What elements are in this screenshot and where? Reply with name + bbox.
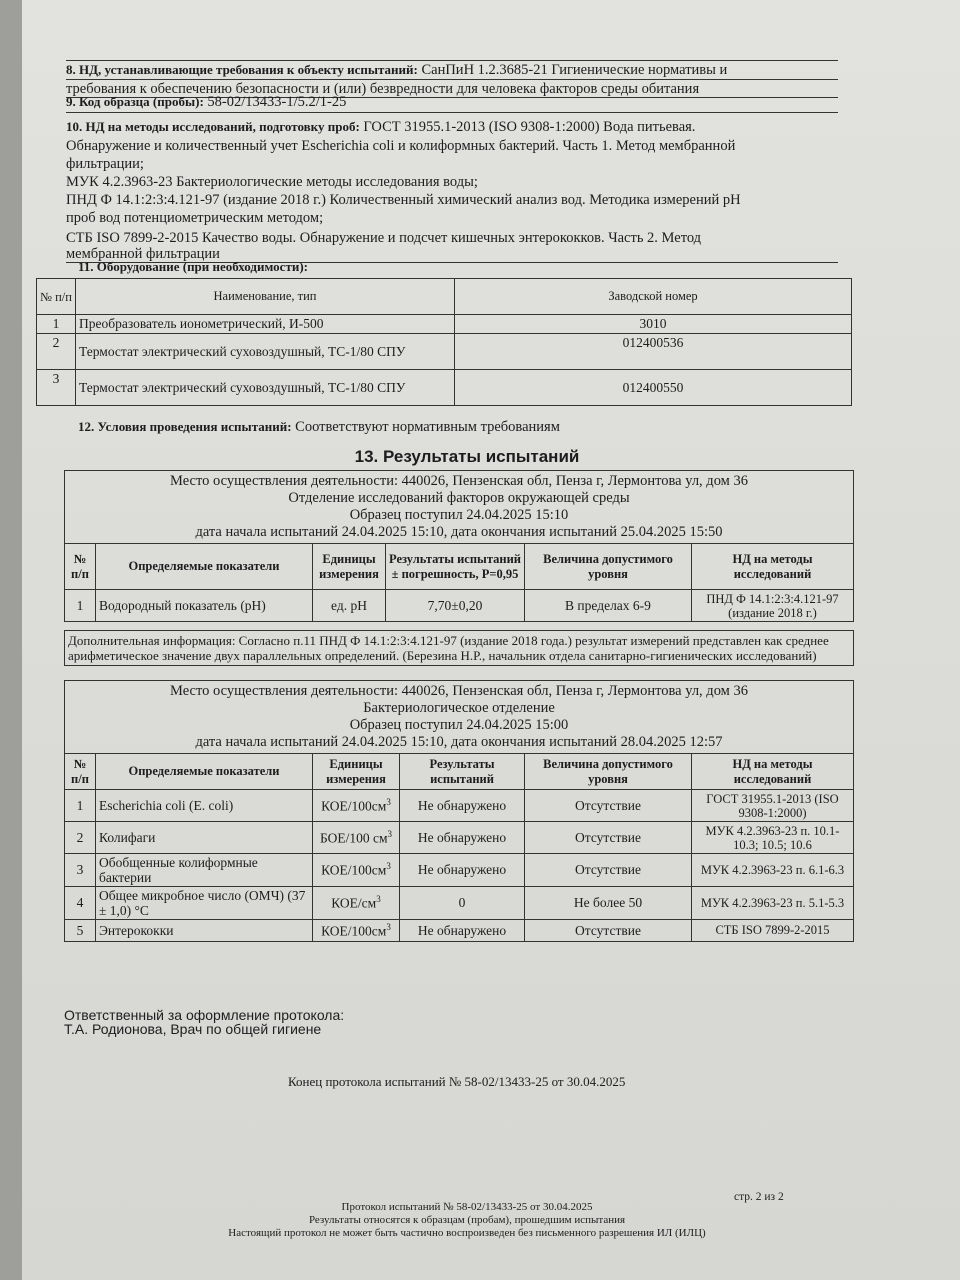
footer-line-2: Результаты относятся к образцам (пробам), прошедшим испытания <box>308 1214 626 1226</box>
col-limit: Величина допустимого уровня <box>525 754 692 790</box>
footer-line-3: Настоящий протокол не может быть частично воспроизведен без письменного разрешения ИЛ (ИЛЦ) <box>228 1227 706 1239</box>
table-row <box>65 854 854 887</box>
section-8-label: 8. НД, устанавливающие требования к объекту испытаний: <box>66 62 418 77</box>
col-num: № п/п <box>65 544 96 590</box>
result-units <box>313 920 400 942</box>
result-indicator: Escherichia coli (E. coli) <box>96 790 313 822</box>
equipment-serial: 3010 <box>455 315 852 334</box>
protocol-page <box>22 0 960 1280</box>
result-num: 2 <box>65 822 96 854</box>
units-exponent: 3 <box>387 828 393 839</box>
section-10-line-8: мембранной фильтрации <box>66 246 220 262</box>
table-row <box>65 887 854 920</box>
result-units <box>313 790 400 822</box>
table-row <box>65 790 854 822</box>
result-value: Не обнаружено <box>400 822 525 854</box>
result-limit: Отсутствие <box>525 790 692 822</box>
units-text: КОЕ/100см <box>321 798 387 814</box>
result-method: ГОСТ 31955.1-2013 (ISO 9308-1:2000) <box>692 790 854 822</box>
table-row <box>65 822 854 854</box>
equipment-name: Термостат электрический суховоздушный, ТС-1/80 СПУ <box>76 370 455 406</box>
table-row <box>65 590 854 622</box>
result-value: Не обнаружено <box>400 790 525 822</box>
result-indicator: Энтерококки <box>96 920 313 942</box>
result-num: 1 <box>65 790 96 822</box>
section-12 <box>78 418 560 436</box>
section-10-line-1: ГОСТ 31955.1-2013 (ISO 9308-1:2000) Вода питьевая. <box>363 119 696 135</box>
equipment-col-serial: Заводской номер <box>455 279 852 315</box>
result-units <box>313 822 400 854</box>
equipment-serial: 012400550 <box>455 370 852 406</box>
section-10-line-2: Обнаружение и количественный учет Escherichia coli и колиформных бактерий. Часть 1. Метод мембранной <box>66 138 736 154</box>
result-method: МУК 4.2.3963-23 п. 6.1-6.3 <box>692 854 854 887</box>
result-indicator: Обобщенные колиформные бактерии <box>96 854 313 887</box>
section-12-label: 12. Условия проведения испытаний: <box>78 419 292 434</box>
result-indicator: Общее микробное число (ОМЧ) (37 ± 1,0) °С <box>96 887 313 920</box>
units-exponent: 3 <box>376 894 381 905</box>
col-num: № п/п <box>65 754 96 790</box>
equipment-name: Термостат электрический суховоздушный, ТС-1/80 СПУ <box>76 334 455 370</box>
col-result: Результаты испытаний ± погрешность, Р=0,95 <box>386 544 525 590</box>
col-indicator: Определяемые показатели <box>96 754 313 790</box>
section-11-label: 11. Оборудование (при необходимости): <box>78 259 308 274</box>
result-value: Не обнаружено <box>400 854 525 887</box>
result-limit: В пределах 6-9 <box>525 590 692 622</box>
equipment-table <box>36 278 852 406</box>
col-units: Единицы измерения <box>313 544 386 590</box>
responsible-label: Ответственный за оформление протокола: <box>64 1007 345 1023</box>
section-10-label: 10. НД на методы исследований, подготовку проб: <box>66 119 360 134</box>
result-indicator: Водородный показатель (pH) <box>96 590 313 622</box>
section-8-value-cont: требования к обеспечению безопасности и (или) безвредности для человека факторов среды обитания <box>66 81 700 97</box>
result-limit: Не более 50 <box>525 887 692 920</box>
sample-code: 58-02/13433-1/5.2/1-25 <box>207 94 347 110</box>
result-method: МУК 4.2.3963-23 п. 5.1-5.3 <box>692 887 854 920</box>
units-text: КОЕ/100см <box>321 923 387 939</box>
section-10-line-4: МУК 4.2.3963-23 Бактериологические методы исследования воды; <box>66 174 478 190</box>
result-method: ПНД Ф 14.1:2:3:4.121-97 (издание 2018 г.) <box>692 590 854 622</box>
result-limit: Отсутствие <box>525 822 692 854</box>
equipment-col-num: № п/п <box>37 279 76 315</box>
results-table-chemical <box>64 470 854 622</box>
col-indicator: Определяемые показатели <box>96 544 313 590</box>
table-row <box>37 334 852 370</box>
units-text: КОЕ/см <box>331 895 377 911</box>
equipment-name: Преобразователь ионометрический, И-500 <box>76 315 455 334</box>
section-10-line-6: проб вод потенциометрическим методом; <box>66 210 324 226</box>
section-10-line-5: ПНД Ф 14.1:2:3:4.121-97 (издание 2018 г.) Количественный химический анализ вод. Методика измерений pH <box>66 192 741 208</box>
units-text: КОЕ/100см <box>321 862 387 878</box>
units-text: БОЕ/100 см <box>319 830 388 846</box>
page-number: стр. 2 из 2 <box>734 1191 784 1203</box>
responsible-name: Т.А. Родионова, Врач по общей гигиене <box>64 1021 322 1037</box>
equipment-num: 3 <box>37 370 76 406</box>
results-table-bacteriological <box>64 680 854 942</box>
test-conditions: Соответствуют нормативным требованиям <box>295 419 560 435</box>
equipment-col-name: Наименование, тип <box>76 279 455 315</box>
result-limit: Отсутствие <box>525 920 692 942</box>
result-units <box>313 887 400 920</box>
equipment-serial: 012400536 <box>455 334 852 370</box>
results-title: 13. Результаты испытаний <box>354 447 580 466</box>
result-method: МУК 4.2.3963-23 п. 10.1-10.3; 10.5; 10.6 <box>692 822 854 854</box>
units-exponent: 3 <box>386 796 391 807</box>
end-note: Конец протокола испытаний № 58-02/13433-25 от 30.04.2025 <box>288 1074 626 1089</box>
result-indicator: Колифаги <box>96 822 313 854</box>
result-value: 0 <box>400 887 525 920</box>
result-num: 1 <box>65 590 96 622</box>
block2-place: Место осуществления деятельности: 440026, Пензенская обл, Пенза г, Лермонтова ул, дом 36 <box>170 683 748 699</box>
block1-place: Место осуществления деятельности: 440026, Пензенская обл, Пенза г, Лермонтова ул, дом 36 <box>170 473 748 489</box>
units-exponent: 3 <box>386 861 391 872</box>
footer-line-1: Протокол испытаний № 58-02/13433-25 от 30.04.2025 <box>341 1201 593 1213</box>
equipment-num: 2 <box>37 334 76 370</box>
col-method: НД на методы исследований <box>692 754 854 790</box>
block2-dates: дата начала испытаний 24.04.2025 15:10, дата окончания испытаний 28.04.2025 12:57 <box>195 734 723 750</box>
block1-dates: дата начала испытаний 24.04.2025 15:10, дата окончания испытаний 25.04.2025 15:50 <box>195 524 723 540</box>
units-exponent: 3 <box>386 921 391 932</box>
col-limit: Величина допустимого уровня <box>525 544 692 590</box>
block2-dept: Бактериологическое отделение <box>363 700 555 716</box>
section-8-value: СанПиН 1.2.3685-21 Гигиенические нормативы и <box>421 62 728 78</box>
additional-info <box>64 630 854 666</box>
table-row <box>37 370 852 406</box>
result-num: 5 <box>65 920 96 942</box>
block1-dept: Отделение исследований факторов окружающей среды <box>288 490 630 506</box>
section-9-label: 9. Код образца (пробы): <box>66 94 204 109</box>
result-num: 4 <box>65 887 96 920</box>
result-method: СТБ ISO 7899-2-2015 <box>692 920 854 942</box>
col-units: Единицы измерения <box>313 754 400 790</box>
table-row <box>65 920 854 942</box>
section-10-line-7: СТБ ISO 7899-2-2015 Качество воды. Обнаружение и подсчет кишечных энтерококков. Часть 2. Метод <box>66 230 702 246</box>
col-method: НД на методы исследований <box>692 544 854 590</box>
col-result: Результаты испытаний <box>400 754 525 790</box>
result-units <box>313 854 400 887</box>
section-10-line-3: фильтрации; <box>66 156 144 172</box>
section-9 <box>66 93 346 111</box>
result-num: 3 <box>65 854 96 887</box>
equipment-num: 1 <box>37 315 76 334</box>
section-8 <box>66 61 727 79</box>
result-units: ед. pH <box>313 590 386 622</box>
result-limit: Отсутствие <box>525 854 692 887</box>
block2-received: Образец поступил 24.04.2025 15:00 <box>349 717 569 733</box>
result-value: Не обнаружено <box>400 920 525 942</box>
table-row <box>37 315 852 334</box>
section-10 <box>66 118 695 136</box>
additional-info-text: Дополнительная информация: Согласно п.11 ПНД Ф 14.1:2:3:4.121-97 (издание 2018 года.) результат измерений представлен как среднее арифметическое значение двух параллельных определений. (Березина Н.Р., начальник отдела санитарно-гигиенических исследований) <box>65 631 854 666</box>
block1-received: Образец поступил 24.04.2025 15:10 <box>349 507 569 523</box>
result-value: 7,70±0,20 <box>386 590 525 622</box>
